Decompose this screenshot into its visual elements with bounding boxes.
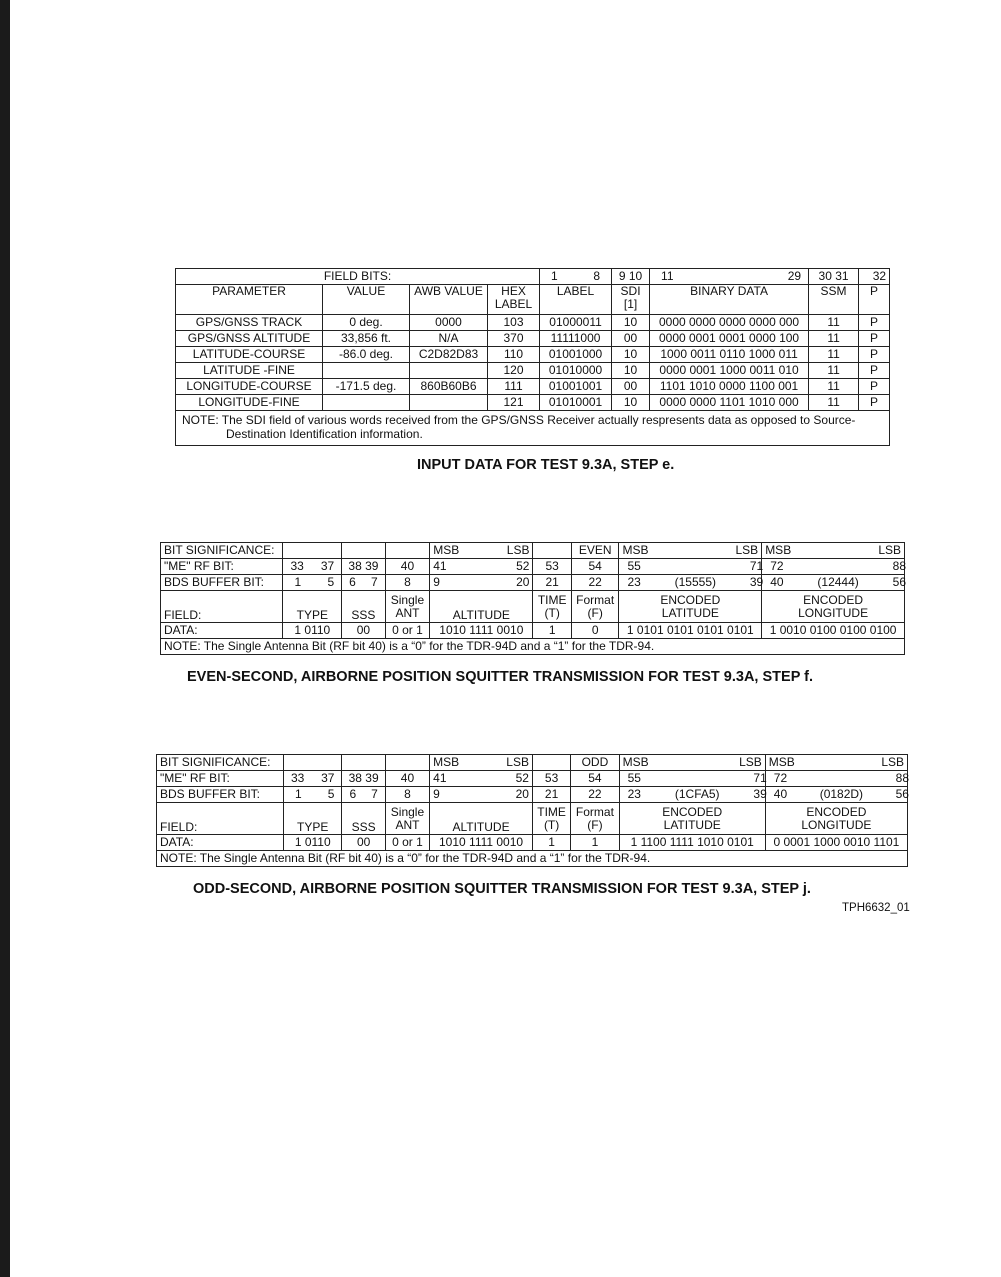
altitude-bits: 41 52 (430, 559, 533, 575)
page-left-edge-bar (0, 0, 10, 1277)
time-bit: 53 (532, 771, 570, 787)
header-value: VALUE (323, 285, 410, 315)
cell-sdi: 10 (612, 315, 650, 331)
cell-parameter: LONGITUDE-FINE (176, 395, 323, 411)
cell-parameter: GPS/GNSS TRACK (176, 315, 323, 331)
field-label: FIELD: (157, 803, 284, 835)
even-table-caption: EVEN-SECOND, AIRBORNE POSITION SQUITTER TRANSMISSION FOR TEST 9.3A, STEP f. (187, 669, 813, 685)
table-row (176, 347, 890, 363)
sdi-bits: 9 10 (612, 269, 650, 285)
sss-bits: 6 7 (342, 575, 386, 591)
table-row (176, 379, 890, 395)
table-row (176, 331, 890, 347)
lsb-text: LSB (881, 755, 904, 769)
type-bits: 1 5 (284, 787, 342, 803)
cell-ssm: 11 (809, 347, 859, 363)
bit-significance-label: BIT SIGNIFICANCE: (157, 755, 284, 771)
data-format: 0 (571, 623, 619, 639)
altitude-bits: 9 20 (430, 575, 533, 591)
input-data-table (175, 268, 890, 446)
cell-ssm: 11 (809, 315, 859, 331)
data-type: 1 0110 (283, 623, 342, 639)
figure-id: TPH6632_01 (842, 902, 910, 914)
cell-p: P (859, 395, 890, 411)
field-encoded-latitude: ENCODED LATITUDE (619, 803, 765, 835)
data-altitude: 1010 1111 0010 (430, 835, 533, 851)
sss-bits: 6 7 (342, 787, 385, 803)
longitude-bits: 72 88 (762, 559, 905, 575)
type-bits: 33 37 (283, 559, 342, 575)
empty-cell (532, 755, 570, 771)
cell-label: 01001001 (540, 379, 612, 395)
sss-bits: 38 39 (342, 559, 386, 575)
ant-bit: 8 (385, 787, 429, 803)
time-bit: 21 (533, 575, 571, 591)
cell-parameter: LONGITUDE-COURSE (176, 379, 323, 395)
msb-text: MSB (768, 755, 795, 769)
msb-text: MSB (765, 543, 792, 557)
note-row (161, 639, 905, 655)
cell-value: -171.5 deg. (323, 379, 410, 395)
cell-ssm: 11 (809, 331, 859, 347)
ant-bit: 8 (385, 575, 430, 591)
format-bit: 22 (571, 575, 619, 591)
cell-p: P (859, 347, 890, 363)
label-bit-end: 8 (593, 269, 601, 283)
time-bit: 53 (533, 559, 571, 575)
cell-binary-data: 1000 0011 0110 1000 011 (650, 347, 809, 363)
sss-bits: 38 39 (342, 771, 385, 787)
bds-buffer-bit-row (161, 575, 905, 591)
cell-p: P (859, 315, 890, 331)
field-encoded-latitude: ENCODED LATITUDE (619, 591, 762, 623)
field-row (157, 803, 908, 835)
note-row (157, 851, 908, 867)
field-label: FIELD: (161, 591, 283, 623)
header-ssm: SSM (809, 285, 859, 315)
ant-bit: 40 (385, 771, 429, 787)
cell-sdi: 10 (612, 363, 650, 379)
data-altitude: 1010 1111 0010 (430, 623, 533, 639)
empty-cell (342, 543, 386, 559)
cell-value (323, 363, 410, 379)
note-row (176, 411, 890, 446)
cell-sdi: 10 (612, 395, 650, 411)
cell-p: P (859, 379, 890, 395)
cell-value: 0 deg. (323, 315, 410, 331)
cell-sdi: 00 (612, 379, 650, 395)
data-sss: 00 (342, 835, 385, 851)
format-bit: 54 (571, 771, 619, 787)
bit-significance-row (157, 755, 908, 771)
data-format: 1 (571, 835, 619, 851)
latitude-bits: 23 (1CFA5) 39 (619, 787, 765, 803)
data-latitude: 1 0101 0101 0101 0101 (619, 623, 762, 639)
cell-binary-data: 0000 0000 1101 1010 000 (650, 395, 809, 411)
data-bits (650, 269, 809, 285)
field-time: TIME (T) (532, 803, 570, 835)
data-bit-start: 11 (661, 269, 674, 283)
latitude-bits: 23 (15555) 39 (619, 575, 762, 591)
data-latitude: 1 1100 1111 1010 0101 (619, 835, 765, 851)
msb-text: MSB (433, 543, 460, 557)
cell-p: P (859, 331, 890, 347)
cell-hex-label: 111 (488, 379, 540, 395)
input-table-caption: INPUT DATA FOR TEST 9.3A, STEP e. (417, 457, 675, 473)
me-rf-bit-label: "ME" RF BIT: (157, 771, 284, 787)
empty-cell (385, 543, 430, 559)
sdi-note: NOTE: The SDI field of various words received from the GPS/GNSS Receiver actually respresents data as opposed to Source-Destination Identification information. (176, 411, 890, 446)
time-bit: 21 (532, 787, 570, 803)
cell-ssm: 11 (809, 363, 859, 379)
empty-cell (284, 755, 342, 771)
table-row (176, 395, 890, 411)
field-sss: SSS (342, 591, 386, 623)
cell-parameter: LATITUDE -FINE (176, 363, 323, 379)
data-label: DATA: (157, 835, 284, 851)
cell-label: 01010001 (540, 395, 612, 411)
field-bits-label: FIELD BITS: (176, 269, 540, 285)
data-time: 1 (532, 835, 570, 851)
latitude-bits: 55 71 (619, 559, 762, 575)
cell-awb-value (410, 363, 488, 379)
empty-cell (533, 543, 571, 559)
lsb-text: LSB (506, 543, 530, 557)
latitude-significance (619, 755, 765, 771)
msb-text: MSB (433, 755, 460, 769)
cell-hex-label: 110 (488, 347, 540, 363)
cell-awb-value (410, 395, 488, 411)
cell-value: -86.0 deg. (323, 347, 410, 363)
bds-buffer-bit-row (157, 787, 908, 803)
cell-awb-value: N/A (410, 331, 488, 347)
field-format: Format (F) (571, 803, 619, 835)
format-bit: 22 (571, 787, 619, 803)
cell-ssm: 11 (809, 379, 859, 395)
cell-sdi: 10 (612, 347, 650, 363)
field-bits-row (176, 269, 890, 285)
lsb-text: LSB (739, 755, 762, 769)
field-row (161, 591, 905, 623)
cell-binary-data: 0000 0000 0000 0000 000 (650, 315, 809, 331)
data-row (157, 835, 908, 851)
header-hex-label: HEX LABEL (488, 285, 540, 315)
cell-p: P (859, 363, 890, 379)
field-time: TIME (T) (533, 591, 571, 623)
data-sss: 00 (342, 623, 386, 639)
field-encoded-longitude: ENCODED LONGITUDE (762, 591, 905, 623)
data-longitude: 1 0010 0100 0100 0100 (762, 623, 905, 639)
cell-binary-data: 1101 1010 0000 1100 001 (650, 379, 809, 395)
cell-label: 01001000 (540, 347, 612, 363)
header-label: LABEL (540, 285, 612, 315)
altitude-bits: 41 52 (430, 771, 533, 787)
msb-text: MSB (622, 755, 649, 769)
longitude-significance (762, 543, 905, 559)
label-bits (540, 269, 612, 285)
field-sss: SSS (342, 803, 385, 835)
data-row (161, 623, 905, 639)
longitude-bits: 72 88 (765, 771, 907, 787)
cell-parameter: LATITUDE-COURSE (176, 347, 323, 363)
cell-ssm: 11 (809, 395, 859, 411)
cell-hex-label: 120 (488, 363, 540, 379)
lsb-text: LSB (735, 543, 759, 557)
cell-awb-value: C2D82D83 (410, 347, 488, 363)
field-format: Format (F) (571, 591, 619, 623)
odd-table-caption: ODD-SECOND, AIRBORNE POSITION SQUITTER TRANSMISSION FOR TEST 9.3A, STEP j. (193, 881, 811, 897)
empty-cell (385, 755, 429, 771)
field-type: TYPE (283, 591, 342, 623)
header-sdi: SDI [1] (612, 285, 650, 315)
format-bit: 54 (571, 559, 619, 575)
type-bits: 33 37 (284, 771, 342, 787)
header-row (176, 285, 890, 315)
cell-label: 01010000 (540, 363, 612, 379)
field-single-ant: Single ANT (385, 591, 430, 623)
data-bit-end: 29 (787, 269, 802, 283)
cell-parameter: GPS/GNSS ALTITUDE (176, 331, 323, 347)
odd-type-label: ODD (571, 755, 619, 771)
latitude-bits: 55 71 (619, 771, 765, 787)
me-rf-bit-row (157, 771, 908, 787)
data-ant: 0 or 1 (385, 623, 430, 639)
empty-cell (342, 755, 385, 771)
even-second-table (160, 542, 905, 655)
cell-label: 11111000 (540, 331, 612, 347)
bds-buffer-bit-label: BDS BUFFER BIT: (161, 575, 283, 591)
header-awb-value: AWB VALUE (410, 285, 488, 315)
altitude-bits: 9 20 (430, 787, 533, 803)
altitude-significance (430, 543, 533, 559)
data-time: 1 (533, 623, 571, 639)
me-rf-bit-label: "ME" RF BIT: (161, 559, 283, 575)
latitude-significance (619, 543, 762, 559)
type-bits: 1 5 (283, 575, 342, 591)
header-binary-data: BINARY DATA (650, 285, 809, 315)
longitude-bits: 40 (0182D) 56 (765, 787, 907, 803)
bds-buffer-bit-label: BDS BUFFER BIT: (157, 787, 284, 803)
cell-label: 01000011 (540, 315, 612, 331)
table-row (176, 315, 890, 331)
field-type: TYPE (284, 803, 342, 835)
field-altitude: ALTITUDE (430, 591, 533, 623)
field-encoded-longitude: ENCODED LONGITUDE (765, 803, 907, 835)
header-parameter: PARAMETER (176, 285, 323, 315)
bit-significance-label: BIT SIGNIFICANCE: (161, 543, 283, 559)
cell-hex-label: 103 (488, 315, 540, 331)
label-bit-start: 1 (551, 269, 558, 283)
field-single-ant: Single ANT (385, 803, 429, 835)
ssm-bits: 30 31 (809, 269, 859, 285)
header-p: P (859, 285, 890, 315)
data-longitude: 0 0001 1000 0010 1101 (765, 835, 907, 851)
data-type: 1 0110 (284, 835, 342, 851)
single-antenna-note: NOTE: The Single Antenna Bit (RF bit 40) is a “0” for the TDR-94D and a “1” for the TDR-94. (157, 851, 908, 867)
field-altitude: ALTITUDE (430, 803, 533, 835)
data-label: DATA: (161, 623, 283, 639)
data-ant: 0 or 1 (385, 835, 429, 851)
p-bits: 32 (859, 269, 890, 285)
cell-awb-value: 0000 (410, 315, 488, 331)
lsb-text: LSB (506, 755, 529, 769)
cell-value (323, 395, 410, 411)
me-rf-bit-row (161, 559, 905, 575)
cell-binary-data: 0000 0001 0001 0000 100 (650, 331, 809, 347)
cell-hex-label: 370 (488, 331, 540, 347)
cell-awb-value: 860B60B6 (410, 379, 488, 395)
cell-hex-label: 121 (488, 395, 540, 411)
longitude-bits: 40 (12444) 56 (762, 575, 905, 591)
altitude-significance (430, 755, 533, 771)
cell-sdi: 00 (612, 331, 650, 347)
msb-text: MSB (622, 543, 649, 557)
bit-significance-row (161, 543, 905, 559)
table-row (176, 363, 890, 379)
lsb-text: LSB (878, 543, 901, 557)
ant-bit: 40 (385, 559, 430, 575)
single-antenna-note: NOTE: The Single Antenna Bit (RF bit 40) is a “0” for the TDR-94D and a “1” for the TDR-94. (161, 639, 905, 655)
longitude-significance (765, 755, 907, 771)
cell-value: 33,856 ft. (323, 331, 410, 347)
cell-binary-data: 0000 0001 1000 0011 010 (650, 363, 809, 379)
even-type-label: EVEN (571, 543, 619, 559)
empty-cell (283, 543, 342, 559)
odd-second-table (156, 754, 908, 867)
